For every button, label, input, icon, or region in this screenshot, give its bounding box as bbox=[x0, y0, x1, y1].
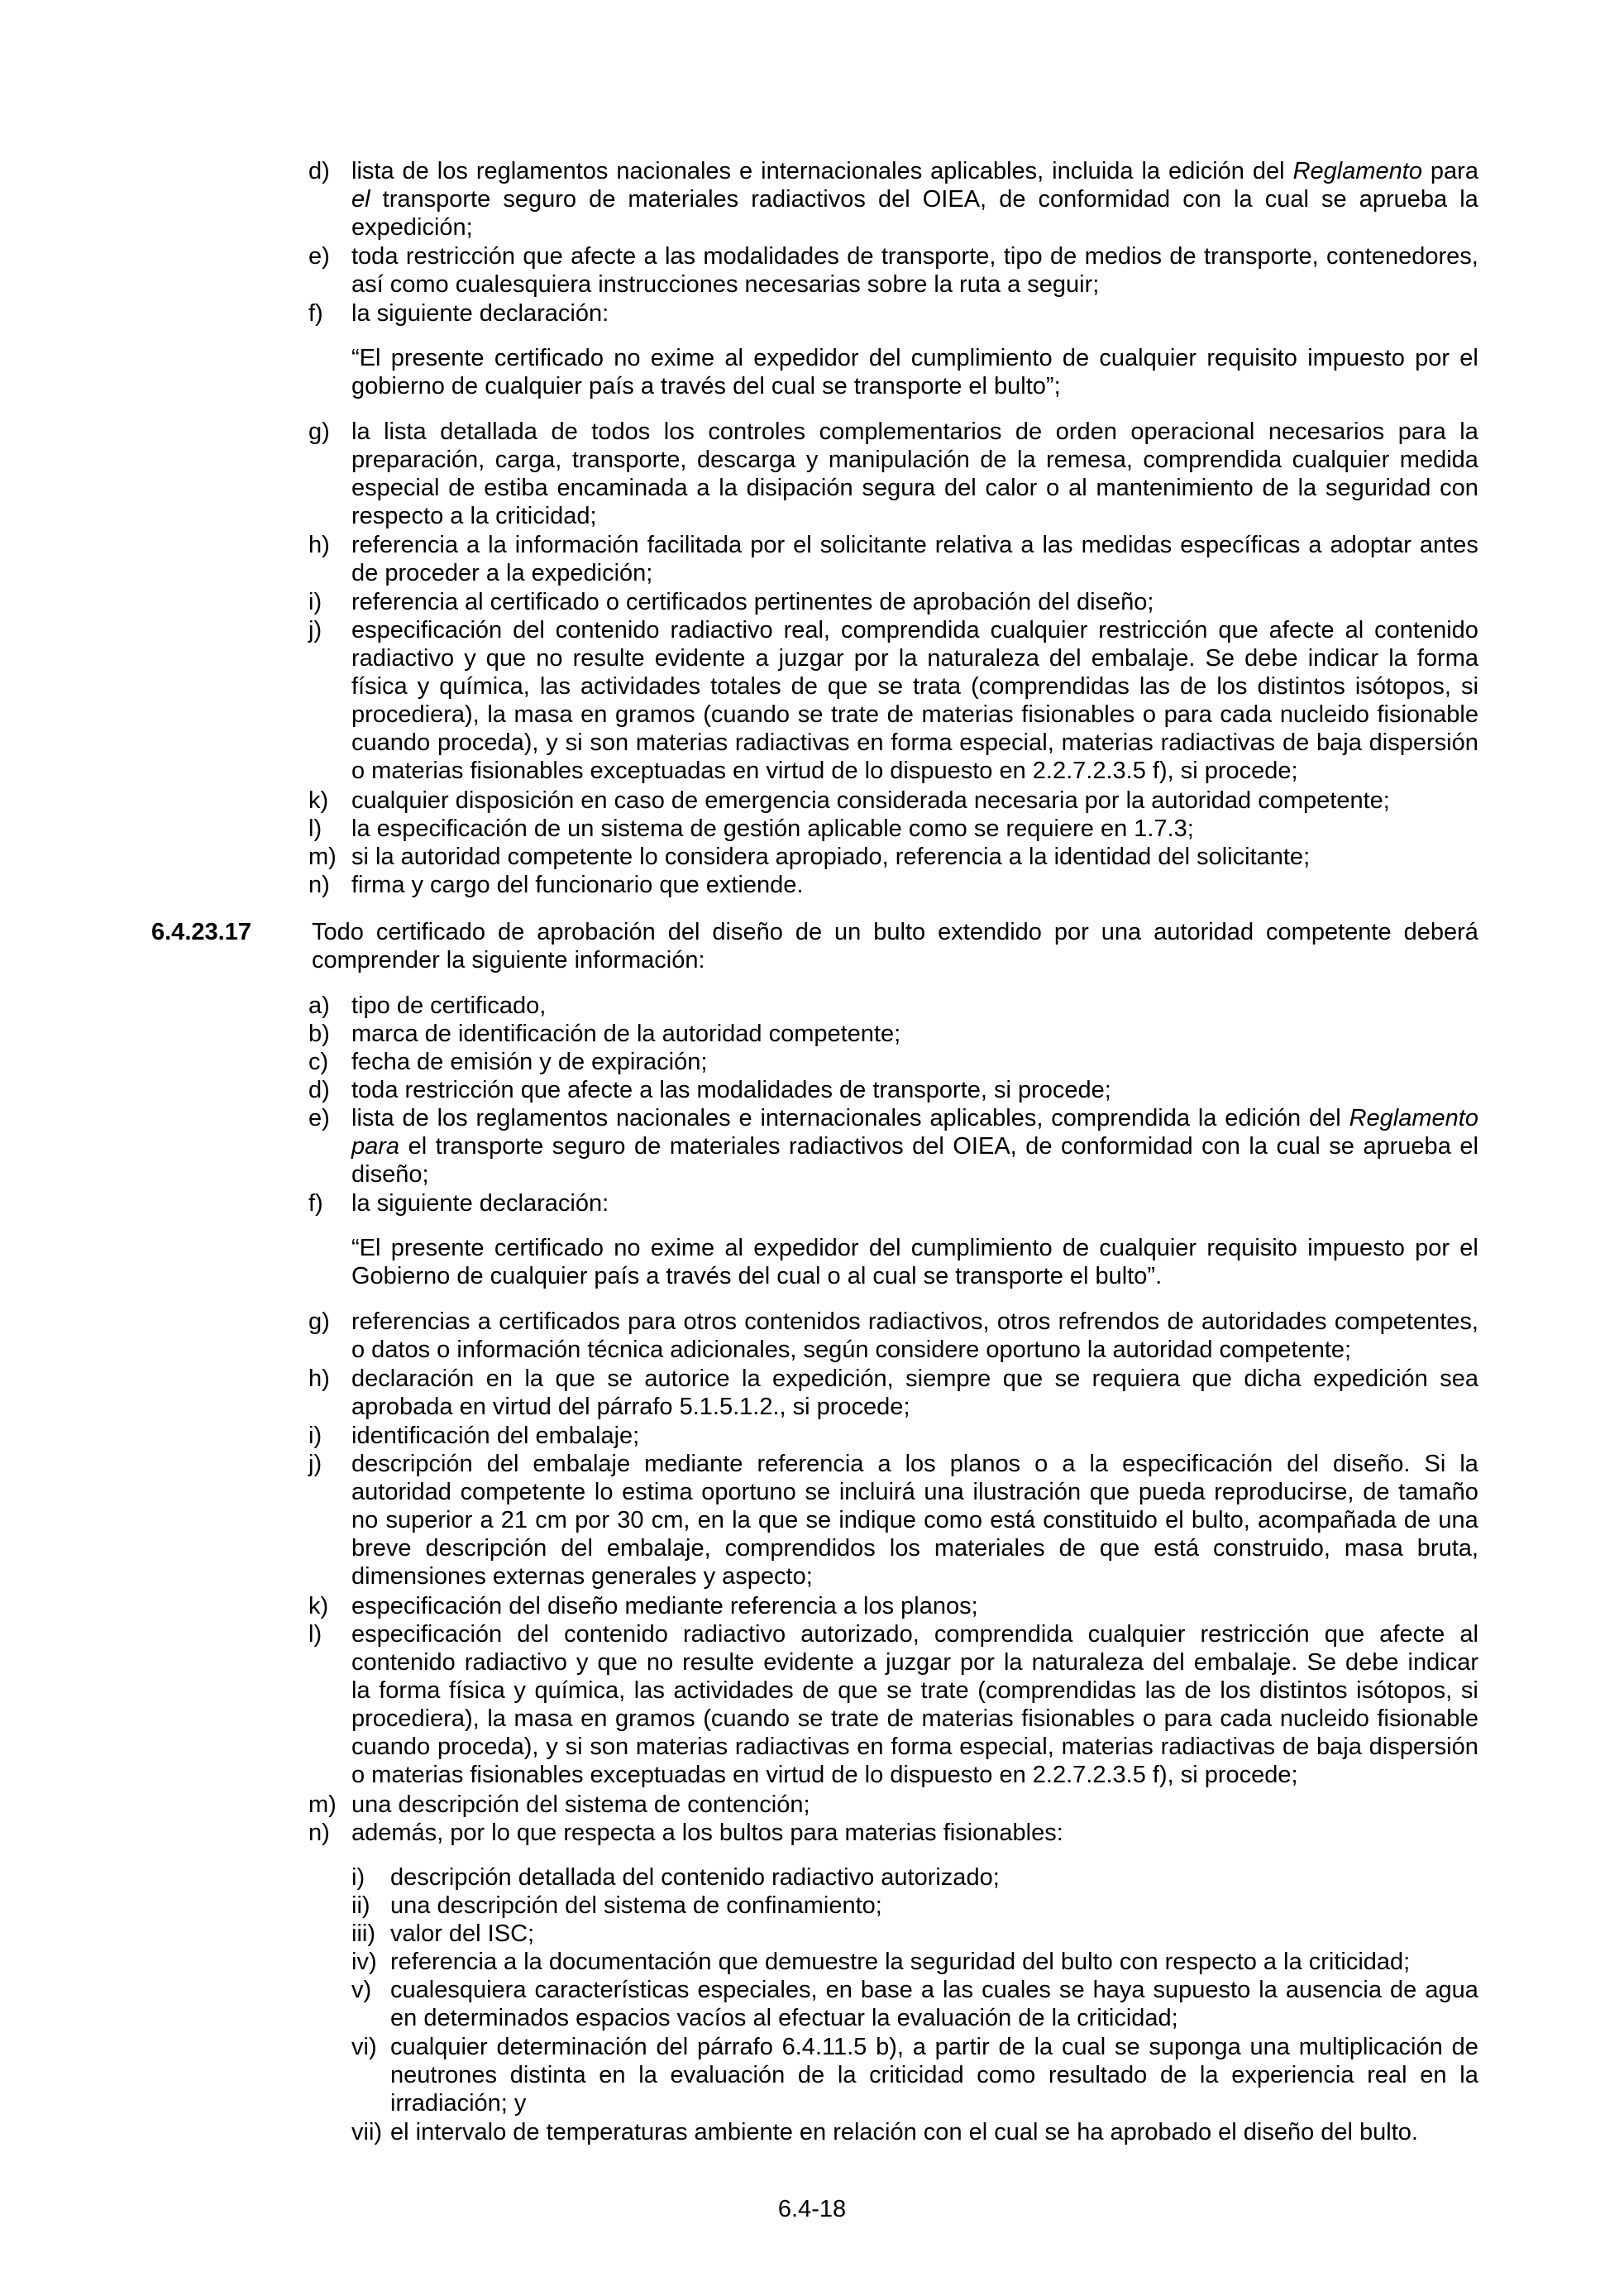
list-item-text-line: de proceder a la expedición; bbox=[351, 560, 653, 586]
list-item-label: j) bbox=[308, 617, 322, 643]
section-list-item-text-line: “El presente certificado no exime al expedidor del cumplimiento de cualquier requisito impuesto por el bbox=[351, 1235, 1478, 1261]
section-list-item-label: b) bbox=[308, 1021, 330, 1047]
section-list-item-text-line: contenido radiactivo y que no resulte evidente a juzgar por la naturaleza del embalaje. Se debe indicar bbox=[351, 1649, 1478, 1676]
section-list-item-label: a) bbox=[308, 993, 330, 1019]
list-item-text-line: lista de los reglamentos nacionales e internacionales aplicables, incluida la edición del Reglamento para bbox=[351, 158, 1478, 184]
list-item-label: m) bbox=[308, 844, 337, 870]
list-item-label: n) bbox=[308, 872, 330, 898]
list-item-text-line: la especificación de un sistema de gestión aplicable como se requiere en 1.7.3; bbox=[351, 816, 1194, 842]
list-item-label: d) bbox=[308, 158, 330, 184]
section-list-item-text-line: para el transporte seguro de materiales radiactivos del OIEA, de conformidad con la cual se aprueba el bbox=[351, 1133, 1478, 1160]
list-item-text-line: especificación del contenido radiactivo real, comprendida cualquier restricción que afecte al contenido bbox=[351, 617, 1478, 643]
list-item-text-line: respecto a la criticidad; bbox=[351, 503, 597, 529]
section-list-item-text-line: referencias a certificados para otros contenidos radiactivos, otros refrendos de autoridades competentes, bbox=[351, 1308, 1478, 1335]
sub-list-item-label: v) bbox=[351, 1977, 372, 2003]
section-list-item-text-line: no superior a 21 cm por 30 cm, en la que se indique como está constituido el bulto, acompañada de una bbox=[351, 1507, 1478, 1533]
section-list-item-text-line: aprobada en virtud del párrafo 5.1.5.1.2., si procede; bbox=[351, 1394, 910, 1420]
section-list-item-text-line: dimensiones externas generales y aspecto; bbox=[351, 1563, 813, 1590]
section-list-item-text-line: la forma física y química, las actividades de que se trate (comprendidas las de los distintos isótopos, si bbox=[351, 1677, 1478, 1704]
section-list-item-label: g) bbox=[308, 1308, 330, 1335]
list-item-label: l) bbox=[308, 816, 322, 842]
section-list-item-text-line: descripción del embalaje mediante referencia a los planos o a la especificación del diseño. Si la bbox=[351, 1451, 1478, 1477]
section-list-item-label: h) bbox=[308, 1366, 330, 1392]
section-list-item-text-line: cuando proceda), y si son materias radiactivas en forma especial, materias radiactivas de baja dispersión bbox=[351, 1734, 1478, 1760]
list-item-text-line: referencia a la información facilitada por el solicitante relativa a las medidas específicas a adoptar antes bbox=[351, 532, 1478, 558]
sub-list-item-text-line: valor del ISC; bbox=[390, 1921, 535, 1947]
list-item-text-line: la siguiente declaración: bbox=[351, 300, 609, 327]
list-item-text-line: cuando proceda), y si son materias radiactivas en forma especial, materias radiactivas de baja dispersión bbox=[351, 729, 1478, 756]
section-list-item-label: f) bbox=[308, 1190, 323, 1217]
section-list-item-text-line: especificación del diseño mediante referencia a los planos; bbox=[351, 1593, 978, 1619]
list-item-text-line: o materias fisionables exceptuadas en virtud de lo dispuesto en 2.2.7.2.3.5 f), si procede; bbox=[351, 758, 1298, 784]
section-list-item-label: k) bbox=[308, 1593, 329, 1619]
list-item-label: f) bbox=[308, 300, 323, 327]
sub-list-item-text-line: descripción detallada del contenido radiactivo autorizado; bbox=[390, 1864, 1000, 1891]
section-list-item-text-line: lista de los reglamentos nacionales e internacionales aplicables, comprendida la edición del Reglamento bbox=[351, 1105, 1478, 1131]
section-list-item-text-line: una descripción del sistema de contención; bbox=[351, 1791, 810, 1818]
section-list-item-label: d) bbox=[308, 1077, 330, 1103]
section-list-item-text-line: procediera), la masa en gramos (cuando se trate de materias fisionables o para cada nucleido fisionable bbox=[351, 1705, 1478, 1732]
section-list-item-label: i) bbox=[308, 1423, 322, 1449]
sub-list-item-label: vi) bbox=[351, 2034, 377, 2060]
list-item-text-line: cualquier disposición en caso de emergencia considerada necesaria por la autoridad competente; bbox=[351, 787, 1390, 814]
sub-list-item-label: ii) bbox=[351, 1892, 370, 1919]
section-intro-line: comprender la siguiente información: bbox=[312, 947, 705, 973]
section-list-item-label: c) bbox=[308, 1049, 329, 1075]
sub-list-item-text-line: irradiación; y bbox=[390, 2090, 527, 2117]
section-list-item-label: j) bbox=[308, 1451, 322, 1477]
section-number: 6.4.23.17 bbox=[151, 919, 251, 945]
list-item-label: i) bbox=[308, 589, 322, 615]
sub-list-item-label: iii) bbox=[351, 1921, 375, 1947]
list-item-label: e) bbox=[308, 243, 330, 270]
sub-list-item-label: vii) bbox=[351, 2119, 383, 2145]
list-item-text-line: si la autoridad competente lo considera apropiado, referencia a la identidad del solicitante; bbox=[351, 844, 1311, 870]
sub-list-item-text-line: cualquier determinación del párrafo 6.4.11.5 b), a partir de la cual se suponga una multiplicación de bbox=[390, 2034, 1478, 2060]
section-list-item-text-line: tipo de certificado, bbox=[351, 993, 547, 1019]
list-item-text-line: la lista detallada de todos los controles complementarios de orden operacional necesarios para la bbox=[351, 419, 1478, 445]
section-list-item-text-line: o materias fisionables exceptuadas en virtud de lo dispuesto en 2.2.7.2.3.5 f), si procede; bbox=[351, 1762, 1298, 1788]
section-list-item-text-line: identificación del embalaje; bbox=[351, 1423, 640, 1449]
sub-list-item-text-line: una descripción del sistema de confinamiento; bbox=[390, 1892, 882, 1919]
list-item-label: g) bbox=[308, 419, 330, 445]
list-item-label: h) bbox=[308, 532, 330, 558]
list-item-text-line: física y química, las actividades totales de que se trata (comprendidas las de los distintos isótopos, si bbox=[351, 673, 1478, 700]
sub-list-item-text-line: el intervalo de temperaturas ambiente en relación con el cual se ha aprobado el diseño del bulto. bbox=[390, 2119, 1418, 2145]
sub-list-item-text-line: cualesquiera características especiales, en base a las cuales se haya supuesto la ausencia de agua bbox=[390, 1977, 1478, 2003]
section-list-item-text-line: o datos o información técnica adicionales, según considere oportuno la autoridad competente; bbox=[351, 1337, 1352, 1363]
section-list-item-text-line: declaración en la que se autorice la expedición, siempre que se requiera que dicha expedición sea bbox=[351, 1366, 1478, 1392]
sub-list-item-label: iv) bbox=[351, 1949, 377, 1975]
section-list-item-text-line: la siguiente declaración: bbox=[351, 1190, 609, 1217]
list-item-text-line: toda restricción que afecte a las modalidades de transporte, tipo de medios de transporte, contenedores, bbox=[351, 243, 1478, 270]
section-list-item-text-line: especificación del contenido radiactivo autorizado, comprendida cualquier restricción que afecte al bbox=[351, 1621, 1478, 1648]
section-list-item-text-line: además, por lo que respecta a los bultos para materias fisionables: bbox=[351, 1820, 1063, 1846]
list-item-text-line: gobierno de cualquier país a través del cual se transporte el bulto”; bbox=[351, 373, 1061, 399]
list-item-text-line: procediera), la masa en gramos (cuando se trate de materias fisionables o para cada nucleido fisionable bbox=[351, 701, 1478, 728]
section-list-item-text-line: autoridad competente lo estima oportuno se incluirá una ilustración que pueda reproducirse, de tamaño bbox=[351, 1479, 1478, 1505]
sub-list-item-text-line: neutrones distinta en la evaluación de la criticidad como resultado de la experiencia real en la bbox=[390, 2062, 1478, 2088]
section-list-item-label: e) bbox=[308, 1105, 330, 1131]
list-item-label: k) bbox=[308, 787, 329, 814]
list-item-text-line: el transporte seguro de materiales radiactivos del OIEA, de conformidad con la cual se aprueba la bbox=[351, 186, 1478, 213]
sub-list-item-text-line: en determinados espacios vacíos al efectuar la evaluación de la criticidad; bbox=[390, 2005, 1178, 2031]
section-list-item-label: n) bbox=[308, 1820, 330, 1846]
list-item-text-line: especial de estiba encaminada a la disipación segura del calor o al mantenimiento de la seguridad con bbox=[351, 475, 1478, 501]
list-item-text-line: referencia al certificado o certificados pertinentes de aprobación del diseño; bbox=[351, 589, 1154, 615]
sub-list-item-label: i) bbox=[351, 1864, 365, 1891]
section-list-item-label: m) bbox=[308, 1791, 337, 1818]
list-item-text-line: preparación, carga, transporte, descarga y manipulación de la remesa, comprendida cualquier medida bbox=[351, 447, 1478, 473]
sub-list-item-text-line: referencia a la documentación que demuestre la seguridad del bulto con respecto a la criticidad; bbox=[390, 1949, 1411, 1975]
list-item-text-line: así como cualesquiera instrucciones necesarias sobre la ruta a seguir; bbox=[351, 271, 1100, 298]
list-item-text-line: firma y cargo del funcionario que extiende. bbox=[351, 872, 804, 898]
section-list-item-text-line: diseño; bbox=[351, 1161, 429, 1188]
section-list-item-text-line: Gobierno de cualquier país a través del cual o al cual se transporte el bulto”. bbox=[351, 1263, 1163, 1289]
section-list-item-label: l) bbox=[308, 1621, 322, 1648]
section-list-item-text-line: toda restricción que afecte a las modalidades de transporte, si procede; bbox=[351, 1077, 1111, 1103]
list-item-text-line: “El presente certificado no exime al expedidor del cumplimiento de cualquier requisito impuesto por el bbox=[351, 345, 1478, 371]
section-list-item-text-line: breve descripción del embalaje, comprendidos los materiales de que está construido, masa bruta, bbox=[351, 1535, 1478, 1562]
section-list-item-text-line: fecha de emisión y de expiración; bbox=[351, 1049, 708, 1075]
section-list-item-text-line: marca de identificación de la autoridad competente; bbox=[351, 1021, 901, 1047]
list-item-text-line: expedición; bbox=[351, 214, 473, 241]
section-intro-line: Todo certificado de aprobación del diseño de un bulto extendido por una autoridad competente deberá bbox=[312, 919, 1478, 945]
page-number: 6.4-18 bbox=[777, 2196, 847, 2222]
list-item-text-line: radiactivo y que no resulte evidente a juzgar por la naturaleza del embalaje. Se debe indicar la forma bbox=[351, 645, 1478, 672]
